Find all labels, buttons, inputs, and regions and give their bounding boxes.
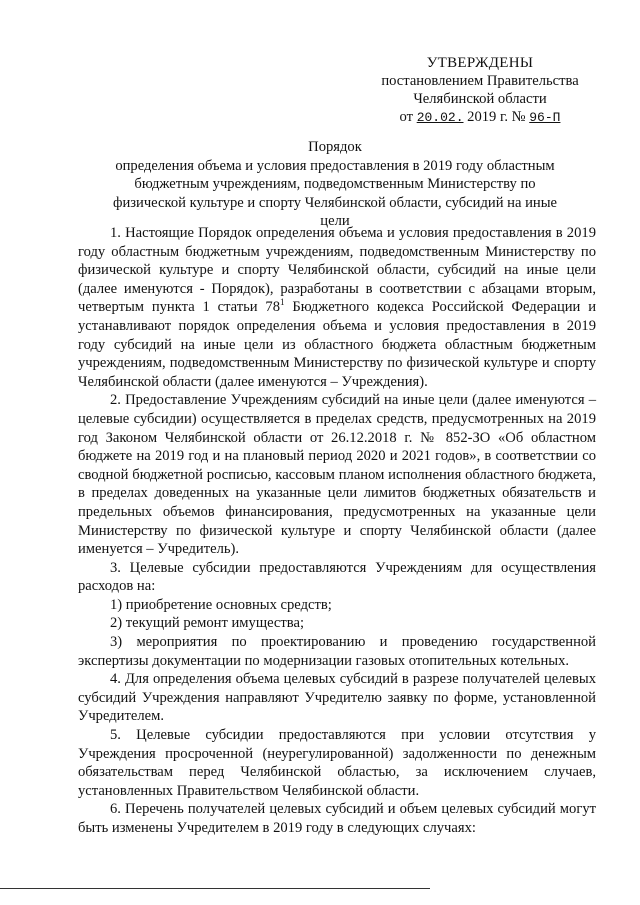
paragraph-6: 6. Перечень получателей целевых субсидий и объем целевых субсидий могут быть изменены Учредителем в 2019 году в следующих случаях: [78, 801, 596, 836]
document-title-block [100, 138, 570, 231]
paragraph-4: 4. Для определения объема целевых субсидий в разрезе получателей целевых субсидий Учреждения направляют Учредителю заявку по форме, установленной Учредителем. [78, 671, 596, 725]
paragraph-2: 2. Предоставление Учреждениям субсидий на иные цели (далее именуются – целевые субсидии) осуществляется в пределах средств, предусмотренных на 2019 год Законом Челябинской области от 26.12.2018 г. № 852-ЗО «Об областном бюджете на 2019 год и на плановый период 2020 и 2021 годов», в соответствии со сводной бюджетной росписью, кассовым планом исполнения областного бюджета, в пределах доведенных на указанные цели лимитов бюджетных обязательств и предельных объемов финансирования, предусмотренных на указанные цели Министерству по физической культуре и спорту Челябинской области (далее именуется – Учредитель). [78, 392, 596, 558]
list-item-1: 1) приобретение основных средств; [110, 596, 332, 613]
list-item-3: 3) мероприятия по проектированию и проведению государственной экспертизы документации по модернизации газовых отопительных котельных. [78, 634, 596, 669]
list-item-2: 2) текущий ремонт имущества; [110, 615, 304, 632]
approval-block [360, 54, 600, 127]
date-value: 20.02. [416, 110, 464, 125]
paragraph-1-text-b: Бюджетного кодекса Российской Федерации и устанавливают порядок определения объема и условия предоставления в 2019 году субсидий на иные цели из областного бюджета областным бюджетным учреждениям, подведомственным Министерству по физической культуре и спорту Челябинской области (далее именуются – Учреждения). [78, 299, 597, 390]
footer-divider [0, 888, 430, 889]
year-text: 2019 г. № [467, 109, 526, 125]
paragraph-1 [78, 224, 596, 391]
approval-heading: УТВЕРЖДЕНЫ [426, 55, 534, 71]
document-subtitle: определения объема и условия предоставления в 2019 году областным бюджетным учреждениям, подведомственным Министерству по физической культуре и спорту Челябинской области, субсидий на иные цели [112, 157, 557, 229]
approval-line-1: постановлением Правительства [381, 73, 579, 89]
date-prefix: от [399, 109, 414, 125]
decree-number: 96-П [529, 110, 561, 125]
paragraph-1-superscript: 1 [280, 297, 285, 308]
paragraph-3: 3. Целевые субсидии предоставляются Учреждениям для осуществления расходов на: [78, 559, 596, 595]
paragraph-5: 5. Целевые субсидии предоставляются при условии отсутствия у Учреждения просроченной (неурегулированной) задолженности по денежным обязательствам перед Челябинской областью, за исключением случаев, установленных Правительством Челябинской области. [78, 727, 596, 799]
document-title: Порядок [308, 139, 362, 155]
paragraph-1-text-a: 1. Настоящие Порядок определения объема и условия предоставления в 2019 году областным бюджетным учреждениям, подведомственным Министерству по физической культуре и спорту Челябинской области, субсидий на иные цели (далее именуются - Порядок), разработаны в соответствии с абзацами вторым, четвертым пункта 1 статьи 78 [78, 225, 596, 316]
approval-date-line [360, 108, 600, 127]
approval-line-2: Челябинской области [413, 91, 547, 107]
document-body [78, 224, 596, 838]
